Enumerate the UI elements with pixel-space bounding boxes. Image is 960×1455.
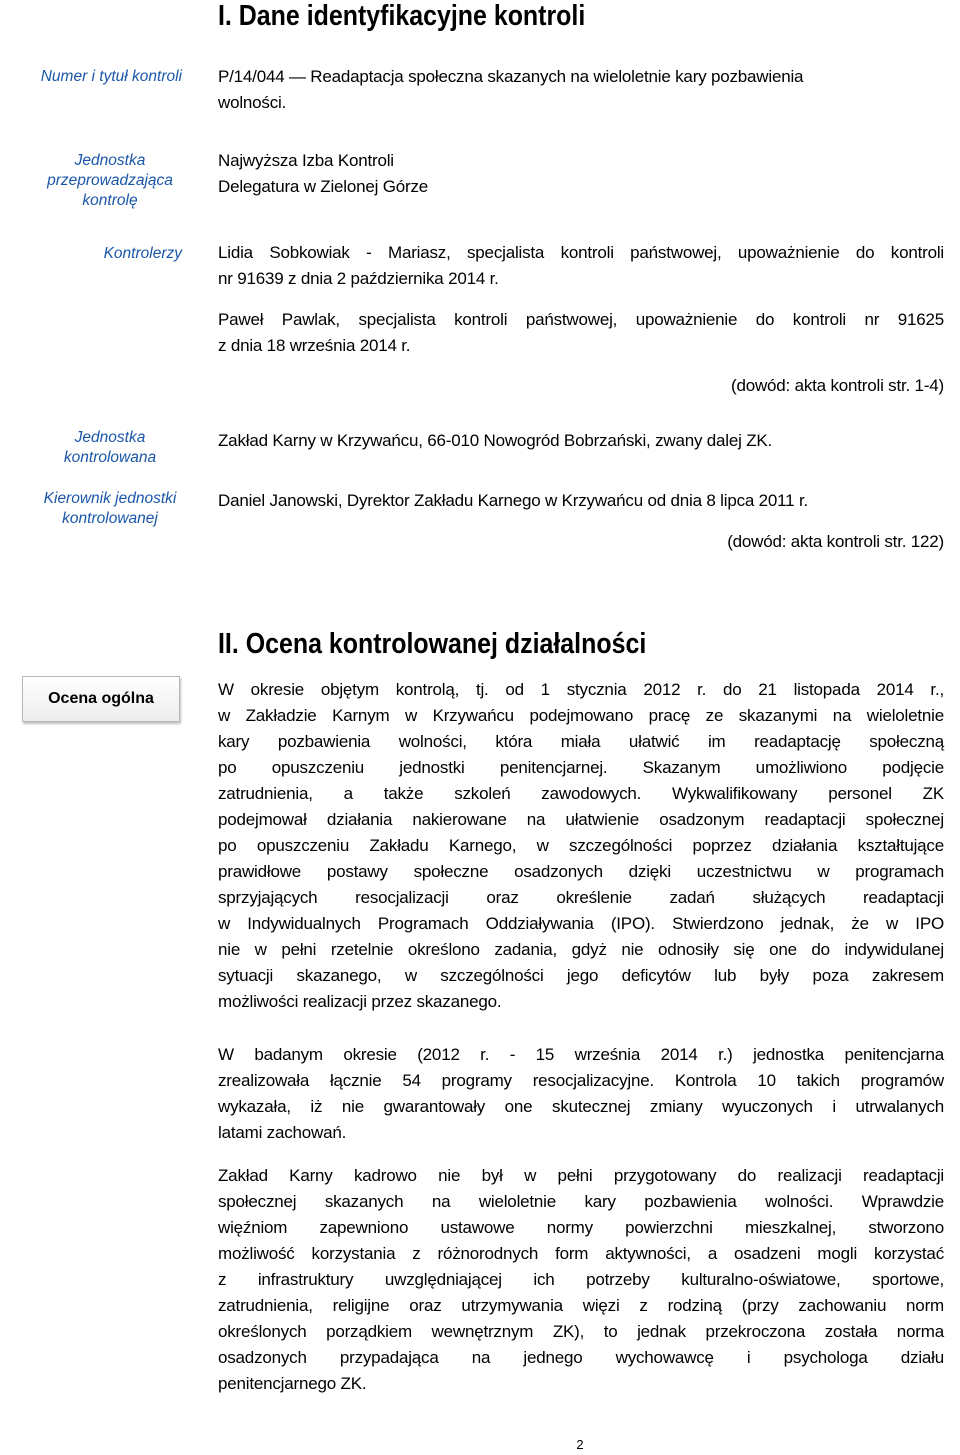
paragraph-line: możliwość korzystania z różnorodnych form aktywności, a osadzeni mogli korzystać <box>218 1244 944 1263</box>
paragraph-line: społecznej skazanych na wieloletnie kary pozbawienia wolności. Wprawdzie <box>218 1192 944 1211</box>
paragraph-line: osadzonych przypadająca na jednego wychowawcę i psychologa działu <box>218 1348 944 1367</box>
label-jednostka-kontrolowana <box>30 428 190 468</box>
paragraph-line: po opuszczeniu Zakładu Karnego, w szczególności poprzez działania kształtujące <box>218 836 944 855</box>
paragraph-line: penitencjarnego ZK. <box>218 1374 367 1393</box>
section-1-title: I. Dane identyfikacyjne kontroli <box>218 0 586 32</box>
kontroler-1-line: Lidia Sobkowiak - Mariasz, specjalista kontroli państwowej, upoważnienie do kontroli <box>218 243 944 262</box>
paragraph-line: zatrudnienia, a także szkoleń zawodowych. Wykwalifikowany personel ZK <box>218 784 944 803</box>
paragraph-2 <box>218 1042 944 1146</box>
paragraph-line: podejmował działania nakierowane na ułatwienie osadzonym readaptacji społecznej <box>218 810 944 829</box>
paragraph-line: kary pozbawienia wolności, która miała ułatwić im readaptację społeczną <box>218 732 944 751</box>
label-kierownik <box>30 489 190 529</box>
paragraph-line: zrealizowała łącznie 54 programy resocjalizacyjne. Kontrola 10 takich programów <box>218 1071 944 1090</box>
label-line: przeprowadzająca <box>47 172 173 189</box>
paragraph-line: w Zakładzie Karnym w Krzywańcu podejmowano pracę ze skazanymi na wieloletnie <box>218 706 944 725</box>
paragraph-line: W badanym okresie (2012 r. - 15 września 2014 r.) jednostka penitencjarna <box>218 1045 944 1064</box>
label-line: kontrolę <box>82 192 138 209</box>
kontroler-1 <box>218 240 944 292</box>
paragraph-line: prawidłowe postawy społeczne osadzonych dzięki uczestnictwu w programach <box>218 862 944 881</box>
paragraph-1 <box>218 677 944 1015</box>
kontroler-2 <box>218 307 944 359</box>
numer-line: P/14/044 — Readaptacja społeczna skazanych na wieloletnie kary pozbawienia <box>218 67 804 86</box>
paragraph-line: możliwości realizacji przez skazanego. <box>218 992 502 1011</box>
numer-line: wolności. <box>218 93 287 112</box>
dowod-reference-2: (dowód: akta kontroli str. 122) <box>727 532 944 551</box>
page-number: 2 <box>576 1437 584 1452</box>
paragraph-line: w Indywidualnych Programach Oddziaływania (IPO). Stwierdzono jednak, że w IPO <box>218 914 944 933</box>
paragraph-line: więźniom zapewniono ustawowe normy powierzchni mieszkalnej, stworzono <box>218 1218 944 1237</box>
paragraph-line: W okresie objętym kontrolą, tj. od 1 stycznia 2012 r. do 21 listopada 2014 r., <box>218 680 944 699</box>
paragraph-line: z infrastruktury uwzględniającej ich potrzeby kulturalno-oświatowe, sportowe, <box>218 1270 944 1289</box>
label-line: kontrolowanej <box>62 510 158 527</box>
numer-tytul-value <box>218 64 944 116</box>
paragraph-line: Zakład Karny kadrowo nie był w pełni przygotowany do realizacji readaptacji <box>218 1166 944 1185</box>
label-line: Jednostka <box>74 429 146 446</box>
paragraph-line: nie w pełni rzetelnie określono zadania, gdyż nie odnosiły się one do indywidulanej <box>218 940 944 959</box>
paragraph-3 <box>218 1163 944 1397</box>
kontroler-1-line: nr 91639 z dnia 2 października 2014 r. <box>218 269 499 288</box>
label-line: kontrolowana <box>63 449 157 466</box>
jednostka-line: Delegatura w Zielonej Górze <box>218 177 429 196</box>
jednostka-line: Najwyższa Izba Kontroli <box>218 151 394 170</box>
ocena-ogolna-badge: Ocena ogólna <box>22 676 180 722</box>
label-kontrolerzy: Kontrolerzy <box>103 245 182 262</box>
paragraph-line: po opuszczeniu jednostki penitencjarnej. Skazanym umożliwiono podjęcie <box>218 758 944 777</box>
paragraph-line: wykazała, iż nie gwarantowały one skutecznej zmiany wyuczonych i utrwalanych <box>218 1097 944 1116</box>
kontroler-2-line: z dnia 18 września 2014 r. <box>218 336 411 355</box>
label-line: Jednostka <box>74 152 146 169</box>
paragraph-line: latami zachowań. <box>218 1123 347 1142</box>
paragraph-line: sprzyjających resocjalizacji oraz określenie zadań służących readaptacji <box>218 888 944 907</box>
dowod-reference-1: (dowód: akta kontroli str. 1-4) <box>730 376 944 395</box>
label-jednostka-przeprowadzajaca <box>30 151 190 211</box>
jednostka-kontrolowana-value: Zakład Karny w Krzywańcu, 66-010 Nowogród Bobrzański, zwany dalej ZK. <box>218 431 773 450</box>
paragraph-line: określonych porządkiem wewnętrznym ZK), to jednak przekroczona została norma <box>218 1322 944 1341</box>
paragraph-line: zatrudnienia, religijne oraz utrzymywania więzi z rodziną (przy zachowaniu norm <box>218 1296 944 1315</box>
label-numer-tytul: Numer i tytuł kontroli <box>40 68 182 85</box>
section-2-title: II. Ocena kontrolowanej działalności <box>218 628 647 660</box>
paragraph-line: sytuacji skazanego, w szczególności jego deficytów lub były poza zakresem <box>218 966 944 985</box>
kierownik-value: Daniel Janowski, Dyrektor Zakładu Karnego w Krzywańcu od dnia 8 lipca 2011 r. <box>218 491 808 510</box>
jednostka-przeprowadzajaca-value <box>218 148 944 200</box>
kontroler-2-line: Paweł Pawlak, specjalista kontroli państwowej, upoważnienie do kontroli nr 91625 <box>218 310 944 329</box>
label-line: Kierownik jednostki <box>43 490 177 507</box>
